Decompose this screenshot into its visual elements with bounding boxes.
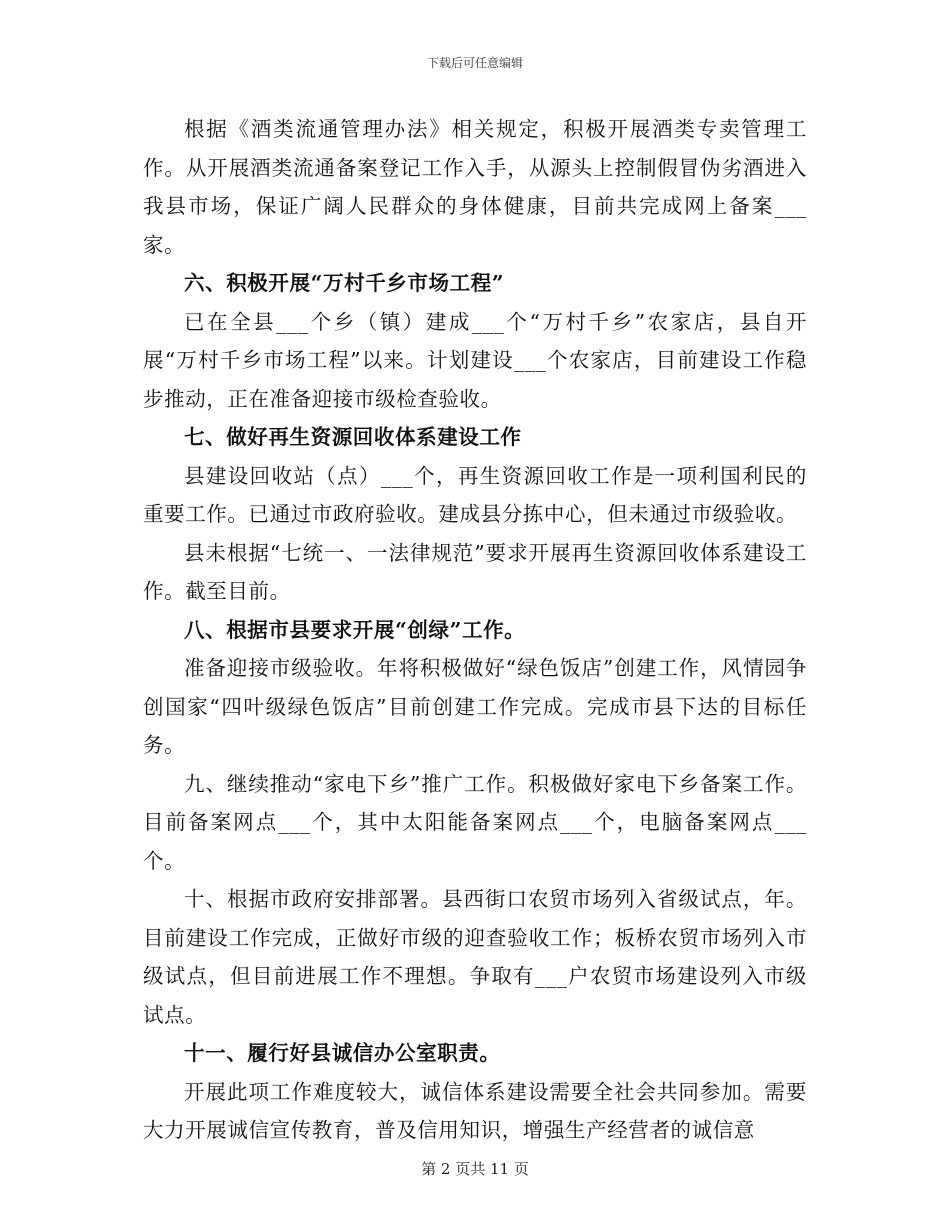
document-body <box>143 110 807 1150</box>
paragraph-appliances: 九、继续推动“家电下乡”推广工作。积极做好家电下乡备案工作。目前备案网点___个，其中太阳能备案网点___个，电脑备案网点___个。 <box>143 771 807 873</box>
heading-section-6: 六、积极开展“万村千乡市场工程” <box>184 271 505 295</box>
page-header: 下载后可任意编辑 <box>426 56 523 70</box>
paragraph-credit-system: 开展此项工作难度较大，诚信体系建设需要全社会共同参加。需要大力开展诚信宣传教育，普及信用知识，增强生产经营者的诚信意 <box>143 1079 807 1142</box>
paragraph-liquor-management: 根据《酒类流通管理办法》相关规定，积极开展酒类专卖管理工作。从开展酒类流通备案登记工作入手，从源头上控制假冒伪劣酒进入我县市场，保证广阔人民群众的身体健康，目前共完成网上备案___家。 <box>143 117 807 257</box>
heading-section-7: 七、做好再生资源回收体系建设工作 <box>184 425 522 449</box>
paragraph-green-hotel: 准备迎接市级验收。年将积极做好“绿色饭店”创建工作，风情园争创国家“四叶级绿色饭店”目前创建工作完成。完成市县下达的目标任务。 <box>143 656 807 757</box>
paragraph-village-market: 已在全县___个乡（镇）建成___个“万村千乡”农家店，县自开展“万村千乡市场工程”以来。计划建设___个农家店，目前建设工作稳步推动，正在准备迎接市级检查验收。 <box>143 309 807 411</box>
heading-section-11: 十一、履行好县诚信办公室职责。 <box>184 1041 501 1065</box>
heading-section-8: 八、根据市县要求开展“创绿”工作。 <box>184 617 526 642</box>
paragraph-recycling-stations: 县建设回收站（点）___个，再生资源回收工作是一项利国利民的重要工作。已通过市政府验收。建成县分拣中心，但未通过市级验收。 <box>143 463 807 526</box>
paragraph-recycling-standards: 县未根据“七统一、一法律规范”要求开展再生资源回收体系建设工作。截至目前。 <box>143 540 807 603</box>
page-footer: 第 2 页共 11 页 <box>421 1160 529 1178</box>
paragraph-farmers-market: 十、根据市政府安排部署。县西街口农贸市场列入省级试点，年。目前建设工作完成，正做好市级的迎查验收工作；板桥农贸市场列入市级试点，但目前进展工作不理想。争取有___户农贸市场建设列入市级试点。 <box>143 887 807 1027</box>
